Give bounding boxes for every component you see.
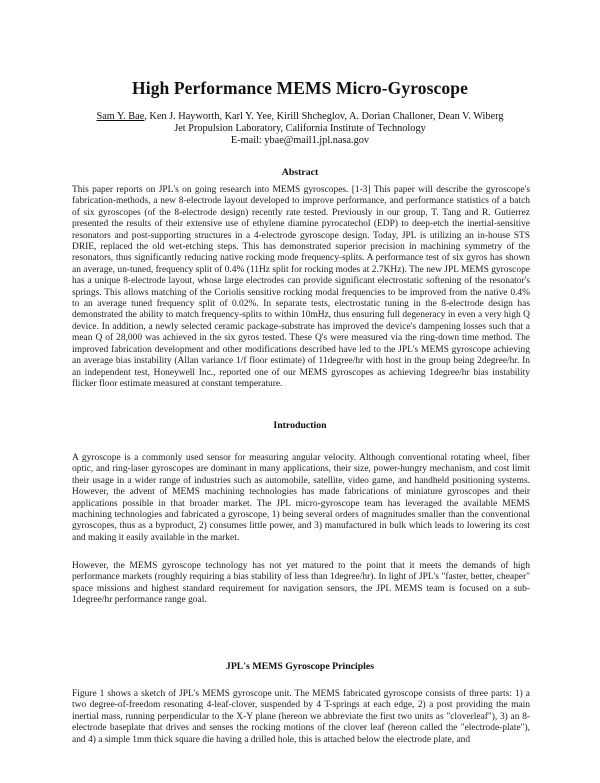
introduction-paragraph-1: A gyroscope is a commonly used sensor for measuring angular velocity. Although conventional rotating wheel, fiber optic, and ring-laser gyroscopes are dominant in many applications, their size, power-hungry mechanism, and cost limit their usage in a wider range of industries such as automobile, satellite, video game, and handheld positioning systems. However, the advent of MEMS machining technologies has made fabrications of miniature gyroscopes and their applications possible in that broader market. The JPL micro-gyroscope team has leveraged the available MEMS machining technologies and fabricated a gyroscope, 1) being several orders of magnitudes smaller than the conventional gyroscopes, thus as a byproduct, 2) consumes little power, and 3) manufactured in bulk which leads to lowering its cost and making it easily available in the market. — [72, 453, 530, 543]
principles-body: Figure 1 shows a sketch of JPL's MEMS gyroscope unit. The MEMS fabricated gyroscope consists of three parts: 1) a two degree-of-freedom resonating 4-leaf-clover, suspended by 4 T-springs at each edge, 2) a post providing the main inertial mass, running perpendicular to the X-Y plane (hereon we abbreviate the first two units as "cloverleaf"), 3) an 8-electrode baseplate that drives and senses the rocking motions of the clover leaf (hereon called the "electrode-plate"), and 4) a simple 1mm thick square die having a drilled hole, this is attached below the electrode plate, and — [72, 689, 530, 745]
paper-title: High Performance MEMS Micro-Gyroscope — [132, 78, 468, 98]
affiliation: Jet Propulsion Laboratory, California Institute of Technology — [174, 123, 426, 134]
contact-email: E-mail: ybae@mail1.jpl.nasa.gov — [230, 135, 370, 146]
introduction-heading: Introduction — [273, 420, 327, 431]
first-author: Sam Y. Bae — [96, 111, 145, 122]
author-list — [0, 111, 600, 122]
principles-heading: JPL's MEMS Gyroscope Principles — [225, 661, 375, 672]
introduction-paragraph-2: However, the MEMS gyroscope technology has not yet matured to the point that it meets the demands of high performance markets (roughly requiring a bias stability of less than 1degree/hr). In light of JPL's "faster, better, cheaper" space missions and highest standard requirement for navigation sensors, the JPL MEMS team is focused on a sub-1degree/hr performance range goal. — [72, 561, 530, 606]
abstract-heading: Abstract — [281, 167, 319, 178]
abstract-body: This paper reports on JPL's on going research into MEMS gyroscopes. [1-3] This paper will describe the gyroscope's fabrication-methods, a new 8-electrode layout developed to improve performance, and performance statistics of a batch of six gyroscopes (of the 8-electrode design) recently rate tested. Previously in our group, T. Tang and R. Gutierrez presented the results of their extensive use of ethylene diamine pyrocatechol (EDP) to deep-etch the inertial-sensitive resonators and post-supporting structures in a 4-electrode gyroscope design. Today, JPL is utilizing an in-house STS DRIE, replaced the old wet-etching steps. This has demonstrated superior precision in machining symmetry of the resonators, thus significantly reducing native rocking mode frequency-splits. A performance test of six gyros has shown an average, un-tuned, frequency split of 0.4% (11Hz split for rocking modes at 2.7KHz). The new JPL MEMS gyroscope has a unique 8-electrode layout, whose large electrodes can provide significant electrostatic softening of the resonator's springs. This allows matching of the Coriolis sensitive rocking modal frequencies to be improved from the native 0.4% to an average tuned frequency split of 0.02%. In separate tests, electrostatic tuning in the 8-electrode design has demonstrated the ability to match frequency-splits to within 10mHz, thus ensuring full degeneracy in even a very high Q device. In addition, a newly selected ceramic package-substrate has improved the device's dampening losses such that a mean Q of 28,000 was achieved in the six gyros tested. These Q's were measured via the ring-down time method. The improved fabrication development and other modifications described have led to the JPL's MEMS gyroscope achieving an average bias instability (Allan variance 1/f floor estimate) of 11degree/hr with host in the group being 2degree/hr. In an independent test, Honeywell Inc., reported one of our MEMS gyroscopes as achieving 1degree/hr bias instability flicker floor estimate measured at constant temperature. — [72, 185, 530, 389]
co-authors: , Ken J. Hayworth, Karl Y. Yee, Kirill Shcheglov, A. Dorian Challoner, Dean V. Wiberg — [144, 111, 504, 122]
